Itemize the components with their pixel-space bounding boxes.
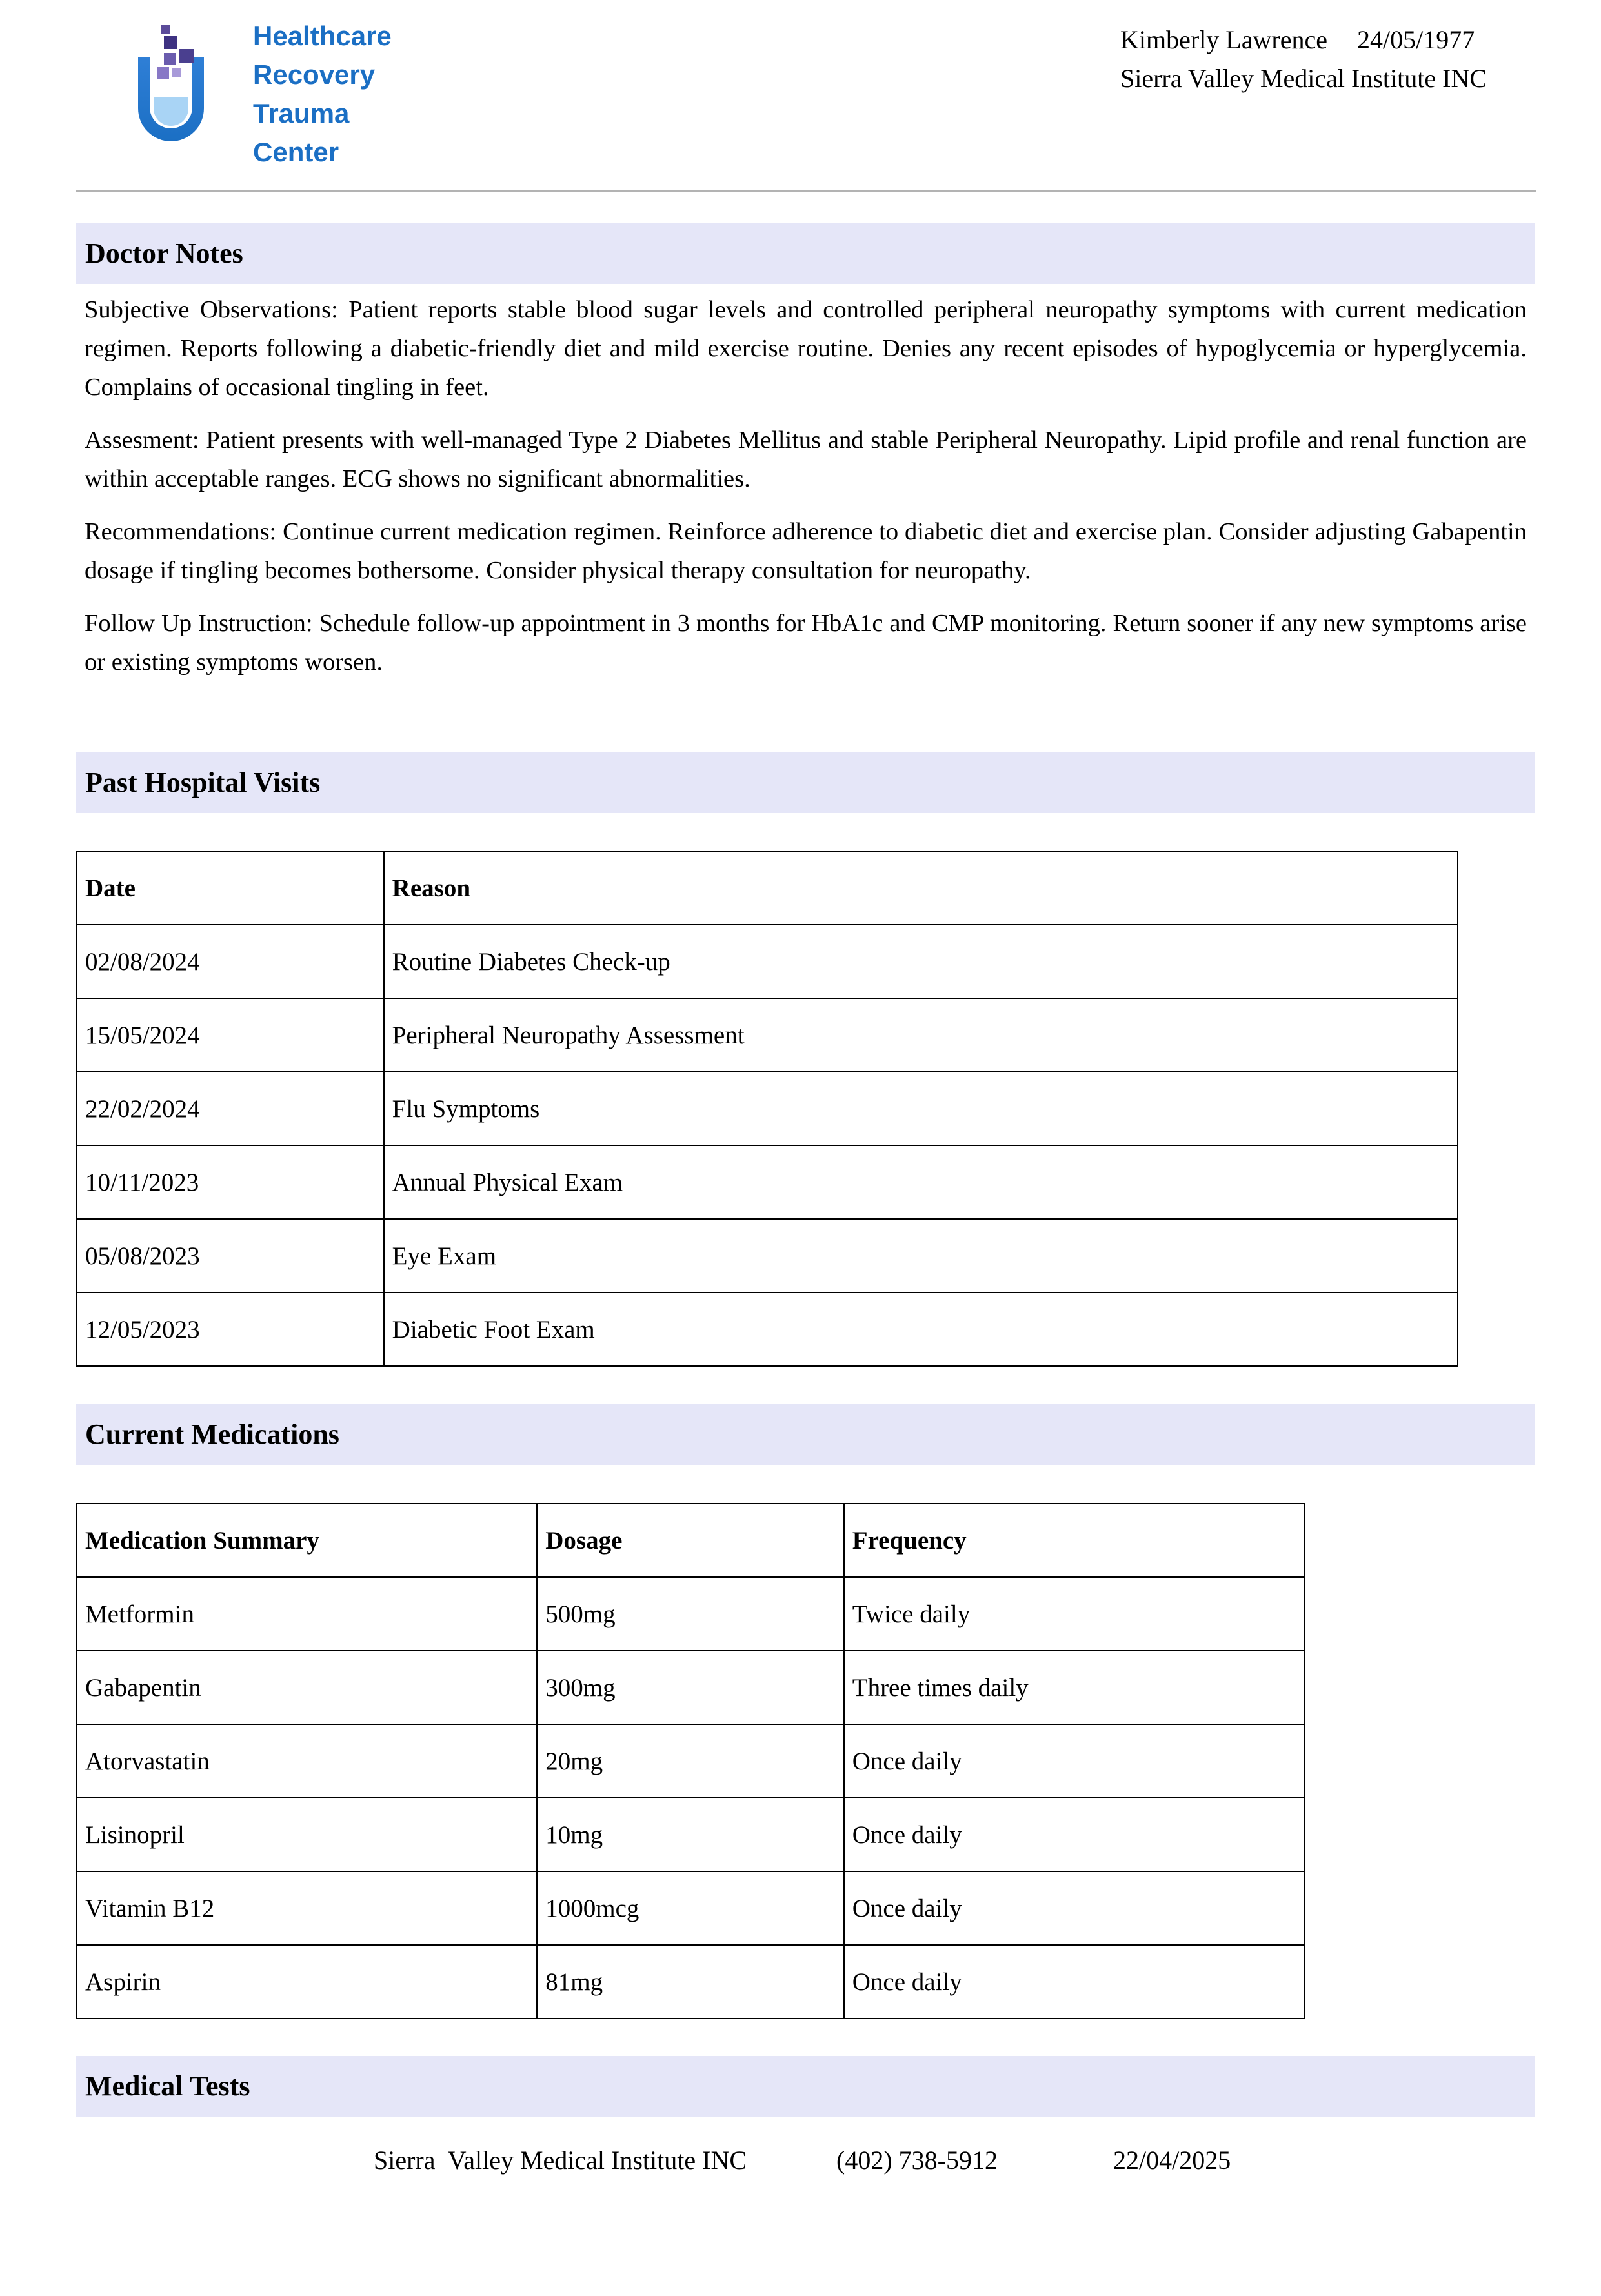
table-row <box>77 998 1458 1072</box>
visit-date: 05/08/2023 <box>77 1219 384 1293</box>
table-header-row <box>77 1504 1304 1577</box>
medication-frequency: Twice daily <box>844 1577 1304 1651</box>
table-row <box>77 925 1458 998</box>
visit-date: 22/02/2024 <box>77 1072 384 1145</box>
footer-date: 22/04/2025 <box>1113 2146 1231 2175</box>
visit-date: 15/05/2024 <box>77 998 384 1072</box>
visit-reason: Routine Diabetes Check-up <box>384 925 1458 998</box>
medication-name: Vitamin B12 <box>77 1871 537 1945</box>
table-row <box>77 1577 1304 1651</box>
visit-reason: Eye Exam <box>384 1219 1458 1293</box>
medication-dosage: 500mg <box>537 1577 844 1651</box>
notes-paragraph: Subjective Observations: Patient reports stable blood sugar levels and controlled peripheral neuropathy symptoms with current medication regimen. Reports following a diabetic-friendly diet and mild exercise routine. Denies any recent episodes of hypoglycemia or hyperglycemia. Complains of occasional tingling in feet. <box>85 296 1527 401</box>
table-row <box>77 1871 1304 1945</box>
past-visits-heading: Past Hospital Visits <box>76 752 1535 813</box>
medication-frequency: Once daily <box>844 1945 1304 2019</box>
visit-date: 12/05/2023 <box>77 1293 384 1366</box>
patient-info <box>1120 21 1487 98</box>
current-medications-heading: Current Medications <box>76 1404 1535 1465</box>
patient-dob: 24/05/1977 <box>1356 25 1475 54</box>
org-name-line: Center <box>253 137 339 167</box>
medication-name: Lisinopril <box>77 1798 537 1871</box>
medication-frequency: Three times daily <box>844 1651 1304 1724</box>
table-row <box>77 1945 1304 2019</box>
doctor-notes-body <box>85 290 1527 696</box>
table-row <box>77 1798 1304 1871</box>
institute-name: Sierra Valley Medical Institute INC <box>1120 64 1487 93</box>
medication-dosage: 20mg <box>537 1724 844 1798</box>
doctor-notes-heading: Doctor Notes <box>76 223 1535 284</box>
medication-name: Gabapentin <box>77 1651 537 1724</box>
hospital-logo-icon <box>129 19 213 142</box>
medication-frequency: Once daily <box>844 1724 1304 1798</box>
visit-reason: Flu Symptoms <box>384 1072 1458 1145</box>
medication-name: Atorvastatin <box>77 1724 537 1798</box>
visit-reason: Diabetic Foot Exam <box>384 1293 1458 1366</box>
footer-phone: (402) 738-5912 <box>836 2146 998 2175</box>
medication-name: Aspirin <box>77 1945 537 2019</box>
organization-name <box>253 17 447 172</box>
header-divider <box>76 190 1536 192</box>
visit-date: 02/08/2024 <box>77 925 384 998</box>
medication-dosage: 10mg <box>537 1798 844 1871</box>
medication-dosage: 81mg <box>537 1945 844 2019</box>
table-header-row <box>77 851 1458 925</box>
medication-frequency: Once daily <box>844 1798 1304 1871</box>
org-name-line: Recovery <box>253 59 376 90</box>
medication-name: Metformin <box>77 1577 537 1651</box>
table-row <box>77 1293 1458 1366</box>
table-row <box>77 1724 1304 1798</box>
notes-paragraph: Follow Up Instruction: Schedule follow-up appointment in 3 months for HbA1c and CMP monitoring. Return sooner if any new symptoms arise or existing symptoms worsen. <box>85 610 1527 676</box>
visit-date: 10/11/2023 <box>77 1145 384 1219</box>
page-footer <box>0 2141 1601 2296</box>
column-header: Frequency <box>844 1504 1304 1577</box>
medical-tests-heading: Medical Tests <box>76 2056 1535 2117</box>
column-header: Reason <box>384 851 1458 925</box>
table-row <box>77 1145 1458 1219</box>
notes-paragraph: Recommendations: Continue current medication regimen. Reinforce adherence to diabetic diet and exercise plan. Consider adjusting Gabapentin dosage if tingling becomes bothersome. Consider physical therapy consultation for neuropathy. <box>85 518 1527 584</box>
table-row <box>77 1651 1304 1724</box>
org-name-line: Trauma <box>253 98 350 128</box>
visit-reason: Peripheral Neuropathy Assessment <box>384 998 1458 1072</box>
patient-name: Kimberly Lawrence <box>1120 25 1327 54</box>
past-visits-table <box>76 851 1458 1367</box>
notes-paragraph: Assesment: Patient presents with well-managed Type 2 Diabetes Mellitus and stable Peripheral Neuropathy. Lipid profile and renal function are within acceptable ranges. ECG shows no significant abnormalities. <box>85 427 1527 492</box>
table-row <box>77 1072 1458 1145</box>
medications-table <box>76 1503 1305 2019</box>
footer-institute: Sierra Valley Medical Institute INC <box>374 2146 747 2175</box>
column-header: Dosage <box>537 1504 844 1577</box>
medication-dosage: 1000mcg <box>537 1871 844 1945</box>
medication-frequency: Once daily <box>844 1871 1304 1945</box>
medication-dosage: 300mg <box>537 1651 844 1724</box>
column-header: Medication Summary <box>77 1504 537 1577</box>
table-row <box>77 1219 1458 1293</box>
column-header: Date <box>77 851 384 925</box>
org-name-line: Healthcare <box>253 21 392 51</box>
visit-reason: Annual Physical Exam <box>384 1145 1458 1219</box>
